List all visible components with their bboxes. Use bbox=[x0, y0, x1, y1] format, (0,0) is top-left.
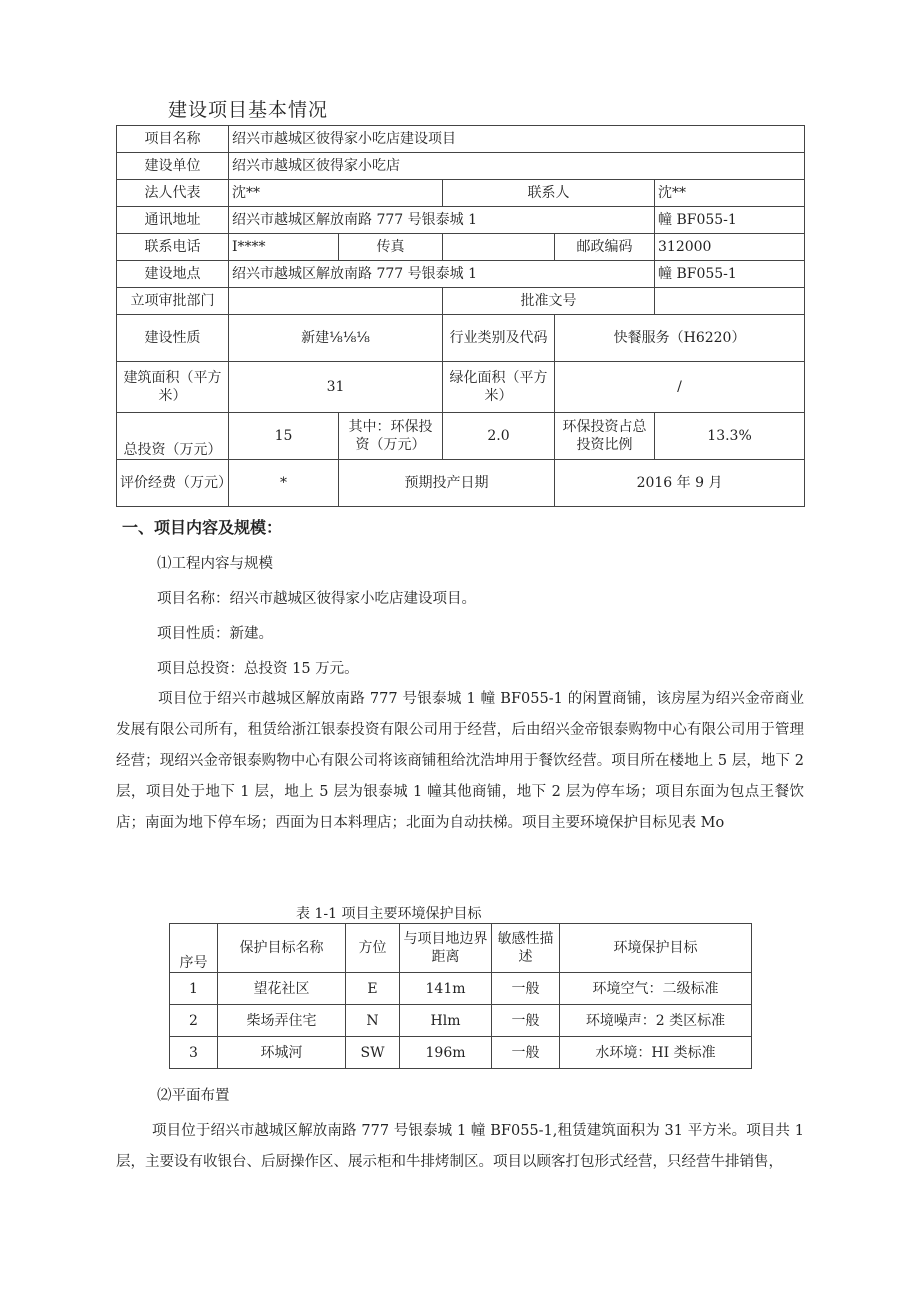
table-row bbox=[117, 460, 805, 507]
row-sensitivity: 一般 bbox=[492, 1037, 560, 1069]
row-distance: 196m bbox=[400, 1037, 492, 1069]
env-invest-label: 其中：环保投资（万元） bbox=[339, 413, 443, 460]
green-area-value: / bbox=[555, 362, 805, 413]
investment-value: 15 bbox=[229, 413, 339, 460]
table-row bbox=[117, 180, 805, 207]
postcode-label: 邮政编码 bbox=[555, 234, 655, 261]
row-direction: N bbox=[346, 1005, 400, 1037]
project-investment-line: 项目总投资：总投资 15 万元。 bbox=[157, 661, 359, 677]
subheading-layout: ⑵平面布置 bbox=[157, 1088, 230, 1104]
layout-paragraph: 项目位于绍兴市越城区解放南路 777 号银泰城 1 幢 BF055-1,租赁建筑面积为 31 平方米。项目共 1 层，主要设有收银台、后厨操作区、展示柜和牛排烤制区。项目以顾客打包形式经营，只经营牛排销售， bbox=[116, 1123, 804, 1170]
project-nature-line: 项目性质：新建。 bbox=[157, 626, 273, 642]
row-name: 环城河 bbox=[218, 1037, 346, 1069]
description-paragraph: 项目位于绍兴市越城区解放南路 777 号银泰城 1 幢 BF055-1 的闲置商铺，该房屋为绍兴金帝商业发展有限公司所有，租赁给浙江银泰投资有限公司用于经营，后由绍兴金帝银泰购物中心有限公司用于管理经营；现绍兴金帝银泰购物中心有限公司将该商铺租给沈浩坤用于餐饮经营。项目所在楼地上 5 层，地下 2 层，项目处于地下 1 层，地上 5 层为银泰城 1 幢其他商铺，地下 2 层为停车场；项目东面为包点王餐饮店；南面为地下停车场；西面为日本料理店；北面为自动扶梯。项目主要环境保护目标见表 Mo bbox=[116, 691, 804, 831]
project-name-value: 绍兴市越城区彼得家小吃店建设项目 bbox=[229, 126, 805, 153]
postcode-value: 312000 bbox=[655, 234, 805, 261]
row-no: 3 bbox=[170, 1037, 218, 1069]
row-sensitivity: 一般 bbox=[492, 973, 560, 1005]
table-row bbox=[117, 234, 805, 261]
industry-value: 快餐服务（H6220） bbox=[555, 315, 805, 362]
project-info-table bbox=[116, 125, 805, 507]
project-name-label: 项目名称 bbox=[117, 126, 229, 153]
green-area-label: 绿化面积（平方米） bbox=[443, 362, 555, 413]
section-heading: 一、项目内容及规模： bbox=[122, 518, 283, 537]
floor-area-value: 31 bbox=[229, 362, 443, 413]
approval-no-value bbox=[655, 288, 805, 315]
contact-value: 沈** bbox=[655, 180, 805, 207]
approval-dept-label: 立项审批部门 bbox=[117, 288, 229, 315]
fax-value bbox=[443, 234, 555, 261]
subheading-scope: ⑴工程内容与规模 bbox=[157, 556, 273, 572]
row-direction: SW bbox=[346, 1037, 400, 1069]
page-title: 建设项目基本情况 bbox=[168, 99, 329, 121]
environment-targets-table bbox=[169, 923, 752, 1069]
nature-value: 新建⅛⅛⅛ bbox=[229, 315, 443, 362]
row-no: 2 bbox=[170, 1005, 218, 1037]
address-label: 通讯地址 bbox=[117, 207, 229, 234]
op-date-label: 预期投产日期 bbox=[339, 460, 555, 507]
table-row bbox=[117, 362, 805, 413]
header-sensitivity: 敏感性描述 bbox=[492, 924, 560, 973]
phone-value: I**** bbox=[229, 234, 339, 261]
row-distance: Hlm bbox=[400, 1005, 492, 1037]
table-row bbox=[117, 413, 805, 460]
nature-label: 建设性质 bbox=[117, 315, 229, 362]
row-goal: 环境空气：二级标准 bbox=[560, 973, 752, 1005]
env-ratio-label: 环保投资占总投资比例 bbox=[555, 413, 655, 460]
row-direction: E bbox=[346, 973, 400, 1005]
table-row bbox=[117, 126, 805, 153]
table-row bbox=[117, 207, 805, 234]
approval-no-label: 批准文号 bbox=[443, 288, 655, 315]
site-value-a: 绍兴市越城区解放南路 777 号银泰城 1 bbox=[229, 261, 655, 288]
site-value-b: 幢 BF055-1 bbox=[655, 261, 805, 288]
site-label: 建设地点 bbox=[117, 261, 229, 288]
header-goal: 环境保护目标 bbox=[560, 924, 752, 973]
address-value-b: 幢 BF055-1 bbox=[655, 207, 805, 234]
legal-rep-value: 沈** bbox=[229, 180, 443, 207]
op-date-value: 2016 年 9 月 bbox=[555, 460, 805, 507]
env-invest-value: 2.0 bbox=[443, 413, 555, 460]
table-caption: 表 1-1 项目主要环境保护目标 bbox=[296, 906, 482, 922]
row-goal: 环境噪声：2 类区标准 bbox=[560, 1005, 752, 1037]
row-goal: 水环境：HI 类标准 bbox=[560, 1037, 752, 1069]
header-name: 保护目标名称 bbox=[218, 924, 346, 973]
table-row bbox=[170, 1005, 752, 1037]
project-name-line: 项目名称：绍兴市越城区彼得家小吃店建设项目。 bbox=[157, 591, 476, 607]
row-no: 1 bbox=[170, 973, 218, 1005]
header-distance: 与项目地边界距离 bbox=[400, 924, 492, 973]
table-row bbox=[170, 973, 752, 1005]
header-direction: 方位 bbox=[346, 924, 400, 973]
header-no: 序号 bbox=[170, 924, 218, 973]
builder-label: 建设单位 bbox=[117, 153, 229, 180]
table-header-row bbox=[170, 924, 752, 973]
row-distance: 141m bbox=[400, 973, 492, 1005]
env-ratio-value: 13.3% bbox=[655, 413, 805, 460]
row-name: 柴场弄住宅 bbox=[218, 1005, 346, 1037]
eval-fee-value: * bbox=[229, 460, 339, 507]
table-row bbox=[117, 315, 805, 362]
floor-area-label: 建筑面积（平方米） bbox=[117, 362, 229, 413]
contact-label: 联系人 bbox=[443, 180, 655, 207]
phone-label: 联系电话 bbox=[117, 234, 229, 261]
fax-label: 传真 bbox=[339, 234, 443, 261]
table-row bbox=[117, 153, 805, 180]
table-row bbox=[117, 288, 805, 315]
row-sensitivity: 一般 bbox=[492, 1005, 560, 1037]
approval-dept-value bbox=[229, 288, 443, 315]
table-row bbox=[117, 261, 805, 288]
investment-label: 总投资（万元） bbox=[117, 413, 229, 460]
builder-value: 绍兴市越城区彼得家小吃店 bbox=[229, 153, 805, 180]
legal-rep-label: 法人代表 bbox=[117, 180, 229, 207]
address-value-a: 绍兴市越城区解放南路 777 号银泰城 1 bbox=[229, 207, 655, 234]
table-row bbox=[170, 1037, 752, 1069]
industry-label: 行业类别及代码 bbox=[443, 315, 555, 362]
eval-fee-label: 评价经费（万元） bbox=[117, 460, 229, 507]
row-name: 望花社区 bbox=[218, 973, 346, 1005]
